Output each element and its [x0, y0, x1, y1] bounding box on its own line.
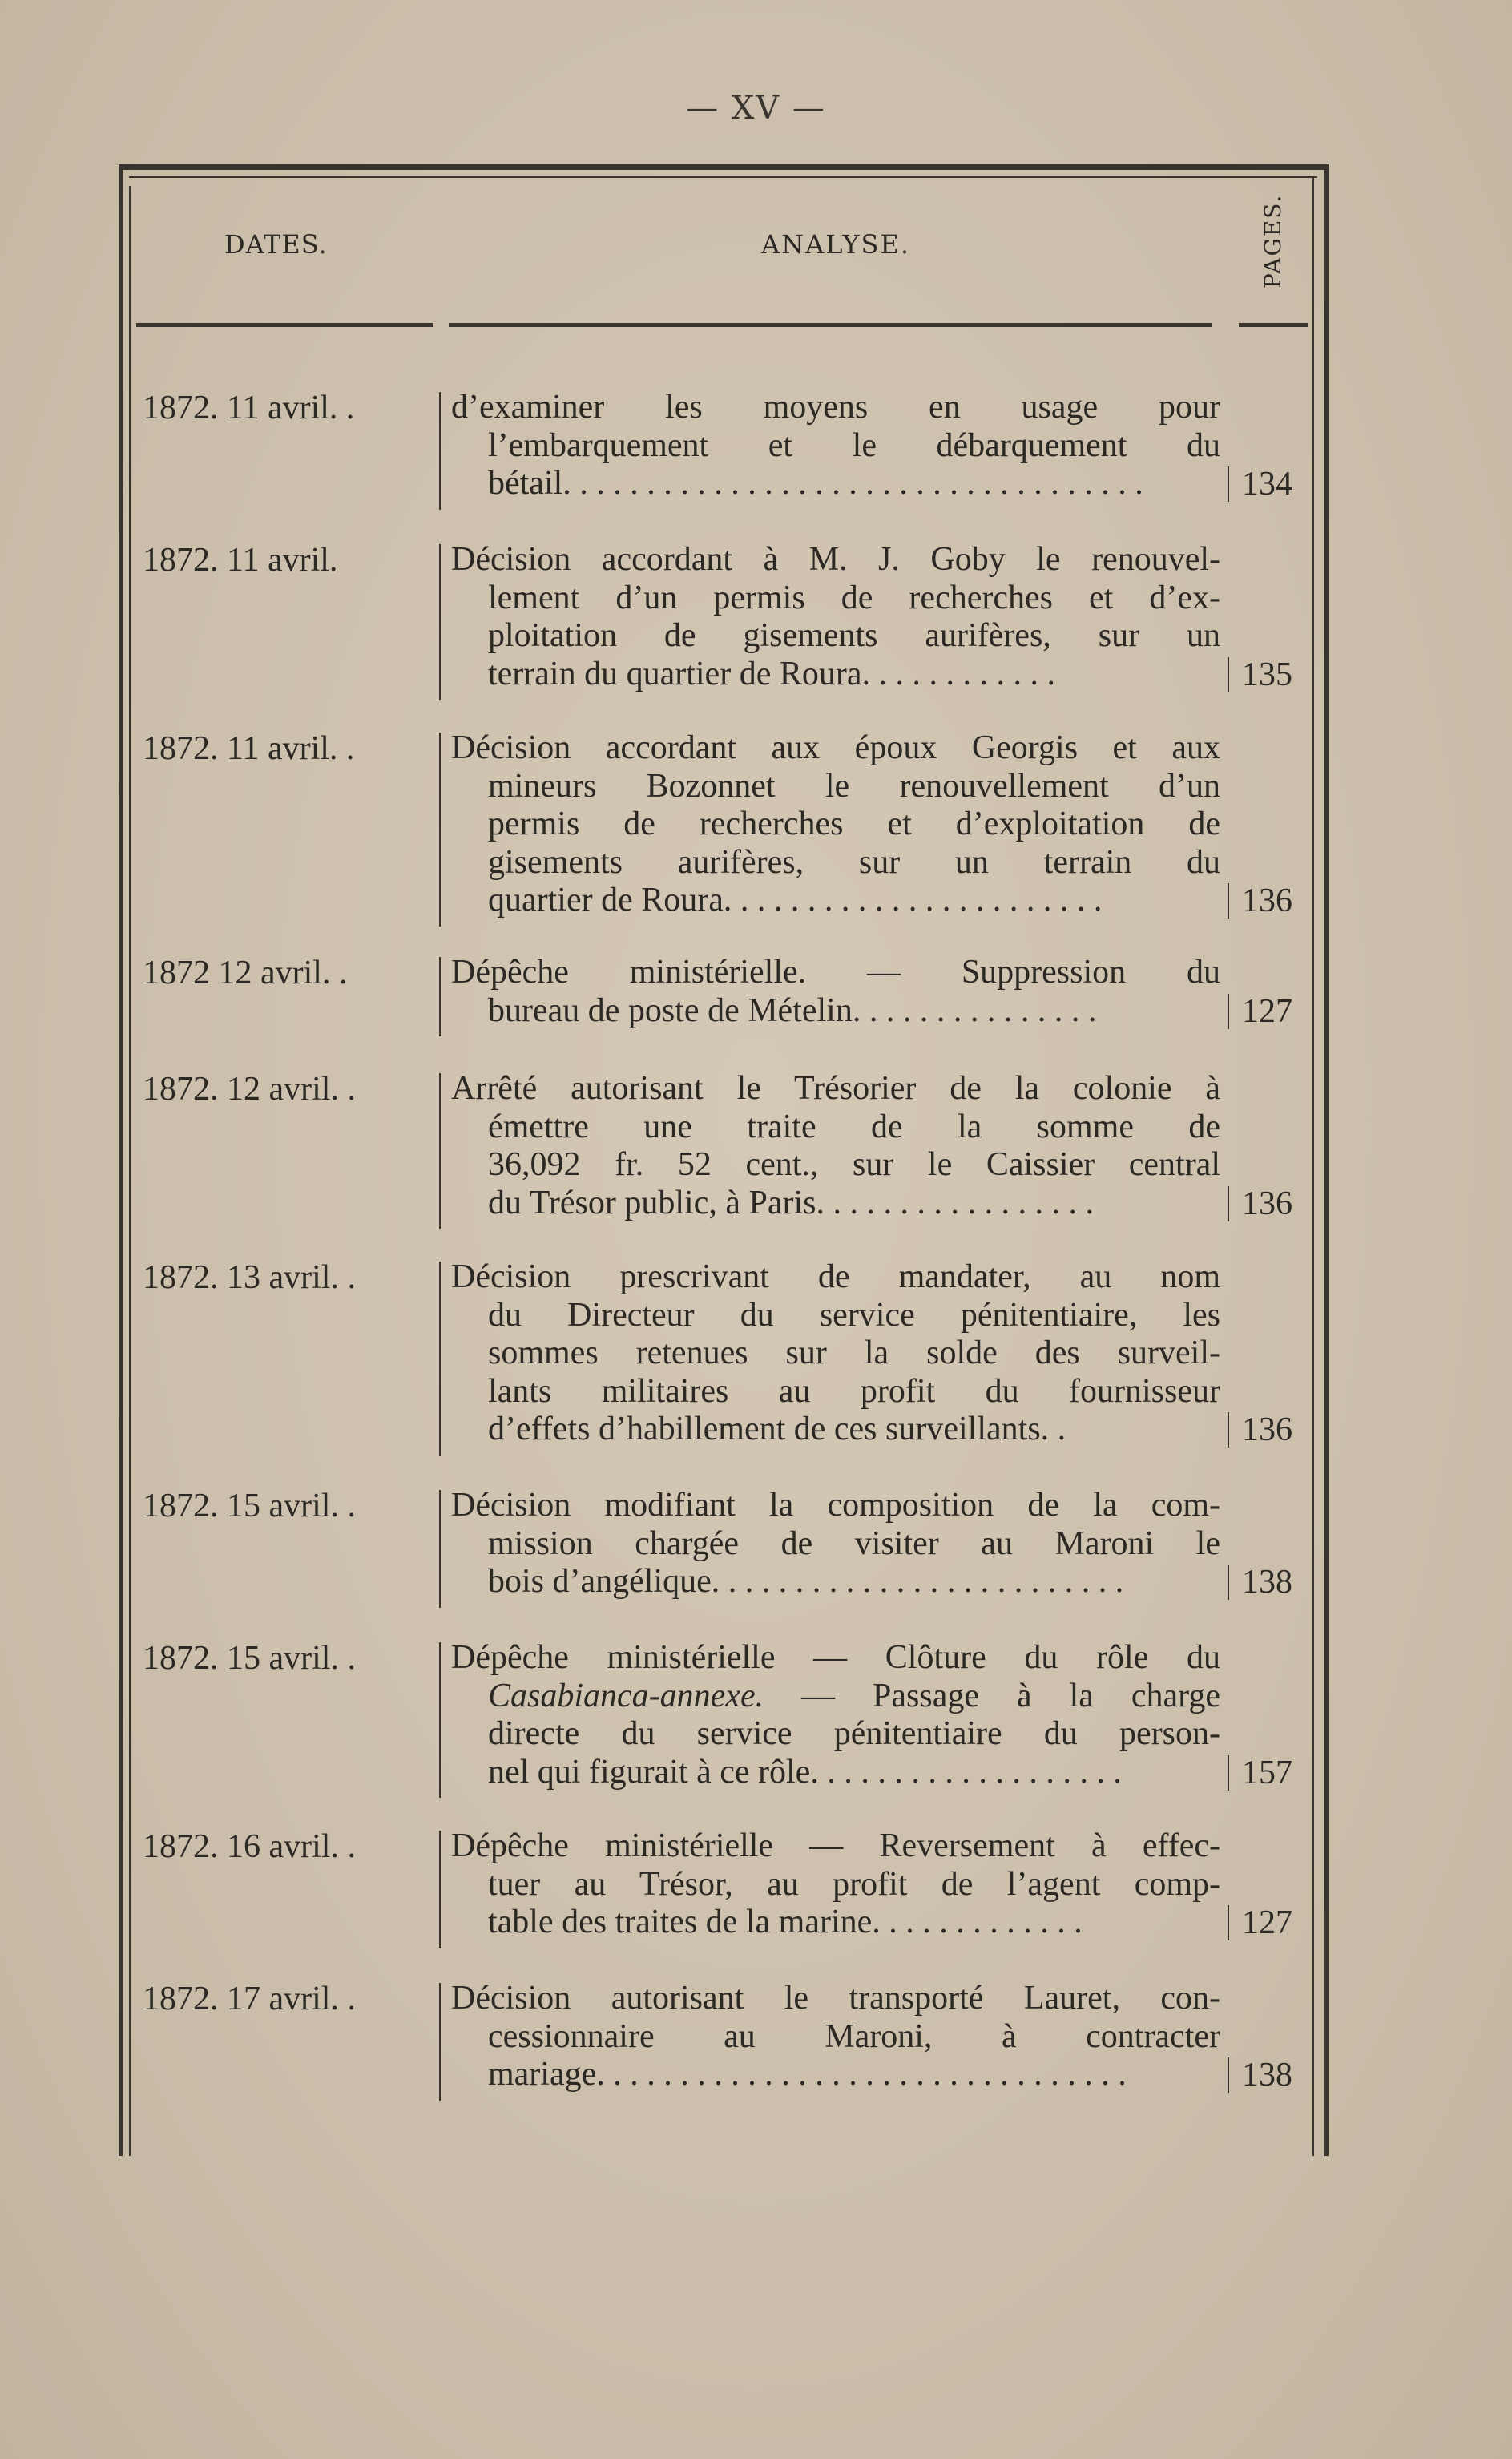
entry-analysis-line: tuer au Trésor, au profit de l’agent comp-	[488, 1865, 1220, 1903]
entry-page-number: 127	[1242, 1904, 1292, 1941]
column-rule-analyse	[439, 1073, 441, 1229]
column-rule-analyse	[439, 957, 441, 1036]
entry-analysis-line: Décision accordant aux époux Georgis et aux	[451, 729, 1220, 766]
entry-analysis-line: table des traites de la marine. . . . . . . . . . . . .	[488, 1904, 1083, 1940]
column-rule-pages	[1228, 1412, 1229, 1448]
column-rule-analyse	[439, 1490, 441, 1608]
entry-page-number: 134	[1242, 466, 1292, 503]
entry-date: 1872. 11 avril.	[143, 542, 338, 579]
table-header	[128, 184, 1314, 329]
entry-page-number: 157	[1242, 1754, 1292, 1791]
column-rule-analyse	[439, 1831, 441, 1948]
entry-date: 1872 12 avril. .	[143, 955, 348, 991]
column-rule-analyse	[439, 733, 441, 927]
entry-analysis-line: Dépêche ministérielle. — Suppression du	[451, 954, 1220, 991]
entry-analysis-line: l’embarquement et le débarquement du	[488, 426, 1220, 464]
header-rule-dates	[136, 323, 433, 327]
entry-analysis	[451, 954, 1220, 1030]
entry-analysis-line: Décision accordant à M. J. Goby le renouvel-	[451, 541, 1220, 578]
entry-analysis-line: sommes retenues sur la solde des surveil-	[488, 1334, 1220, 1371]
entry-analysis	[451, 1070, 1220, 1222]
entry-date: 1872. 16 avril. .	[143, 1828, 356, 1865]
entry-analysis-line: Casabianca-annexe. — Passage à la charge	[488, 1677, 1220, 1714]
entry-analysis-line: bois d’angélique. . . . . . . . . . . . . . . . . . . . . . . . .	[488, 1563, 1124, 1600]
entry-analysis-line: bureau de poste de Mételin. . . . . . . . . . . . . . .	[488, 991, 1097, 1029]
entry-page-number: 135	[1242, 656, 1292, 693]
entry-analysis-line: 36,092 fr. 52 cent., sur le Caissier central	[488, 1146, 1220, 1183]
entry-date: 1872. 15 avril. .	[143, 1640, 356, 1677]
column-rule-pages	[1228, 657, 1229, 692]
entry-analysis-line: bétail. . . . . . . . . . . . . . . . . . . . . . . . . . . . . . . . . . .	[488, 465, 1143, 502]
column-rule-analyse	[439, 392, 441, 510]
entry-analysis-line: nel qui figurait à ce rôle. . . . . . . . . . . . . . . . . . .	[488, 1753, 1122, 1791]
entry-date: 1872. 17 avril. .	[143, 1981, 356, 2017]
header-pages: PAGES.	[1260, 193, 1286, 289]
entry-analysis	[451, 1980, 1220, 2094]
entry-page-number: 138	[1242, 2057, 1292, 2094]
entry-page-number: 136	[1242, 882, 1292, 919]
header-rule-analyse	[449, 323, 1212, 327]
entry-analysis-line: mariage. . . . . . . . . . . . . . . . . . . . . . . . . . . . . . . .	[488, 2056, 1127, 2093]
header-dates: DATES.	[224, 229, 328, 260]
entry-analysis-line: directe du service pénitentiaire du person-	[488, 1715, 1220, 1752]
header-rule-pages	[1239, 323, 1308, 327]
column-rule-analyse	[439, 1983, 441, 2101]
entry-analysis-line: d’effets d’habillement de ces surveillants. .	[488, 1411, 1066, 1448]
column-rule-pages	[1228, 1905, 1229, 1940]
column-rule-pages	[1228, 883, 1229, 919]
entry-page-number: 136	[1242, 1411, 1292, 1448]
entry-analysis-line: terrain du quartier de Roura. . . . . . . . . . . .	[488, 655, 1055, 692]
entry-date: 1872. 12 avril. .	[143, 1071, 356, 1108]
column-rule-pages	[1228, 466, 1229, 502]
entry-analysis	[451, 1258, 1220, 1449]
entry-analysis	[451, 1827, 1220, 1942]
entry-analysis-line: mineurs Bozonnet le renouvellement d’un	[488, 767, 1220, 805]
column-rule-pages	[1228, 1755, 1229, 1791]
column-rule-analyse	[439, 544, 441, 700]
entry-analysis	[451, 1487, 1220, 1601]
entry-analysis-line: Décision autorisant le transporté Lauret, con-	[451, 1980, 1220, 2017]
column-rule-analyse	[439, 1642, 441, 1798]
entry-analysis-line: Décision prescrivant de mandater, au nom	[451, 1258, 1220, 1295]
entry-analysis	[451, 541, 1220, 693]
entry-analysis-line: quartier de Roura. . . . . . . . . . . . . . . . . . . . . . .	[488, 882, 1103, 919]
entry-analysis-line: permis de recherches et d’exploitation de	[488, 806, 1220, 842]
entry-analysis-line: gisements aurifères, sur un terrain du	[488, 843, 1220, 881]
entry-page-number: 138	[1242, 1564, 1292, 1601]
entry-analysis	[451, 1639, 1220, 1791]
entry-date: 1872. 11 avril. .	[143, 730, 355, 767]
entry-page-number: 127	[1242, 992, 1292, 1030]
entry-date: 1872. 15 avril. .	[143, 1488, 356, 1524]
entry-analysis	[451, 389, 1220, 503]
entry-analysis-line: mission chargée de visiter au Maroni le	[488, 1524, 1220, 1562]
entry-analysis-line: lement d’un permis de recherches et d’ex-	[488, 579, 1220, 616]
entry-analysis-line: d’examiner les moyens en usage pour	[451, 389, 1220, 426]
entry-date: 1872. 13 avril. .	[143, 1259, 356, 1296]
column-rule-analyse	[439, 1262, 441, 1456]
column-rule-pages	[1228, 1565, 1229, 1600]
entry-analysis-line: Dépêche ministérielle — Clôture du rôle du	[451, 1639, 1220, 1676]
entry-analysis-line: du Trésor public, à Paris. . . . . . . . . . . . . . . . .	[488, 1184, 1094, 1221]
entry-date: 1872. 11 avril. .	[143, 390, 355, 426]
entry-analysis-line: Arrêté autorisant le Trésorier de la colonie à	[451, 1070, 1220, 1107]
column-rule-pages	[1228, 1186, 1229, 1221]
entry-analysis-line: émettre une traite de la somme de	[488, 1108, 1220, 1145]
entry-page-number: 136	[1242, 1185, 1292, 1222]
entry-analysis-line: du Directeur du service pénitentiaire, les	[488, 1296, 1220, 1334]
entry-analysis-line: lants militaires au profit du fournisseur	[488, 1372, 1220, 1410]
entry-analysis-line: cessionnaire au Maroni, à contracter	[488, 2017, 1220, 2055]
header-analyse: ANALYSE.	[761, 229, 910, 260]
entry-analysis-line: Décision modifiant la composition de la com-	[451, 1487, 1220, 1524]
column-rule-pages	[1228, 994, 1229, 1029]
table-inner-right-rule	[1312, 178, 1314, 2156]
entry-analysis	[451, 729, 1220, 920]
entry-analysis-line: Dépêche ministérielle — Reversement à effec-	[451, 1827, 1220, 1864]
entry-analysis-line: ploitation de gisements aurifères, sur un	[488, 617, 1220, 654]
page-folio: — XV —	[686, 90, 826, 127]
column-rule-pages	[1228, 2057, 1229, 2093]
